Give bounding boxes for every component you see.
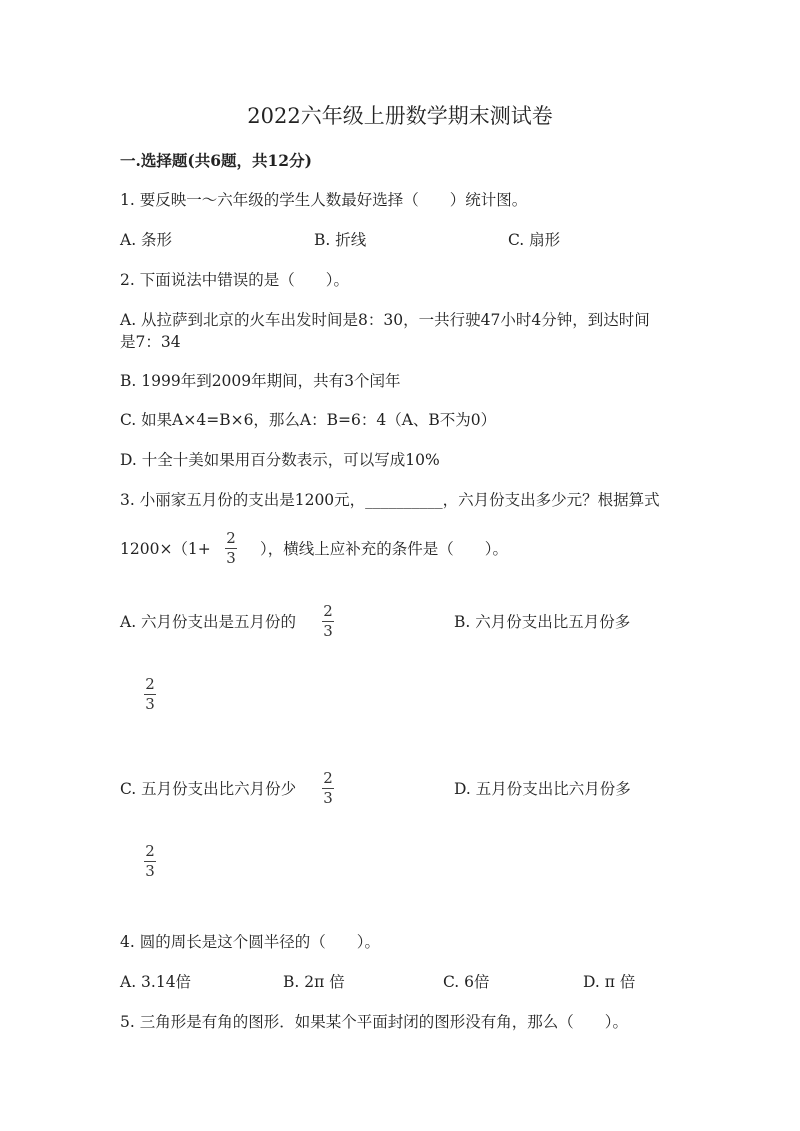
- q3-option-a: A. 六月份支出是五月份的: [120, 613, 297, 631]
- q3-stem-line1: 3. 小丽家五月份的支出是1200元，__________，六月份支出多少元？根据算式: [120, 491, 660, 509]
- q3-option-b: B. 六月份支出比五月份多: [454, 613, 631, 631]
- q3-option-c: C. 五月份支出比六月份少: [120, 780, 297, 798]
- q2-option-d: D. 十全十美如果用百分数表示，可以写成10%: [120, 451, 440, 469]
- fraction-denominator: 3: [145, 695, 155, 713]
- q2-stem: 2. 下面说法中错误的是（ ）。: [120, 271, 349, 289]
- q4-option-b: B. 2π 倍: [283, 973, 345, 991]
- q3-option-d: D. 五月份支出比六月份多: [454, 780, 631, 798]
- q3-option-b-fraction: [144, 676, 156, 713]
- q3-stem-fraction: [225, 530, 237, 567]
- q4-option-a: A. 3.14倍: [120, 973, 192, 991]
- q1-option-b: B. 折线: [314, 231, 367, 249]
- fraction-numerator: 2: [323, 602, 333, 620]
- q3-stem-line2-pre: 1200×（1+: [120, 540, 211, 558]
- fraction-denominator: 3: [145, 862, 155, 880]
- q5-stem: 5. 三角形是有角的图形．如果某个平面封闭的图形没有角，那么（ ）。: [120, 1013, 628, 1031]
- q4-option-d: D. π 倍: [583, 973, 636, 991]
- page-title: 2022六年级上册数学期末测试卷: [247, 104, 553, 128]
- q3-option-a-fraction: [322, 603, 334, 640]
- q3-option-d-fraction: [144, 843, 156, 880]
- q2-option-a-line2: 是7：34: [120, 333, 181, 351]
- section-heading: 一.选择题(共6题，共12分): [120, 151, 312, 170]
- q3-option-c-fraction: [322, 770, 334, 807]
- fraction-denominator: 3: [323, 622, 333, 640]
- q1-option-c: C. 扇形: [508, 231, 561, 249]
- q2-option-a-line1: A. 从拉萨到北京的火车出发时间是8：30，一共行驶47小时4分钟，到达时间: [120, 311, 650, 329]
- fraction-numerator: 2: [145, 675, 155, 693]
- fraction-denominator: 3: [323, 789, 333, 807]
- q2-option-c: C. 如果A×4=B×6，那么A：B=6：4（A、B不为0）: [120, 411, 497, 429]
- q4-stem: 4. 圆的周长是这个圆半径的（ ）。: [120, 933, 380, 951]
- fraction-numerator: 2: [323, 769, 333, 787]
- q2-option-b: B. 1999年到2009年期间，共有3个闰年: [120, 372, 401, 390]
- q4-option-c: C. 6倍: [443, 973, 490, 991]
- q1-option-a: A. 条形: [120, 231, 173, 249]
- fraction-denominator: 3: [226, 549, 236, 567]
- q1-stem: 1. 要反映一～六年级的学生人数最好选择（ ）统计图。: [120, 191, 528, 209]
- q3-stem-line2-post: ），横线上应补充的条件是（ ）。: [260, 540, 509, 558]
- fraction-numerator: 2: [145, 842, 155, 860]
- fraction-numerator: 2: [226, 529, 236, 547]
